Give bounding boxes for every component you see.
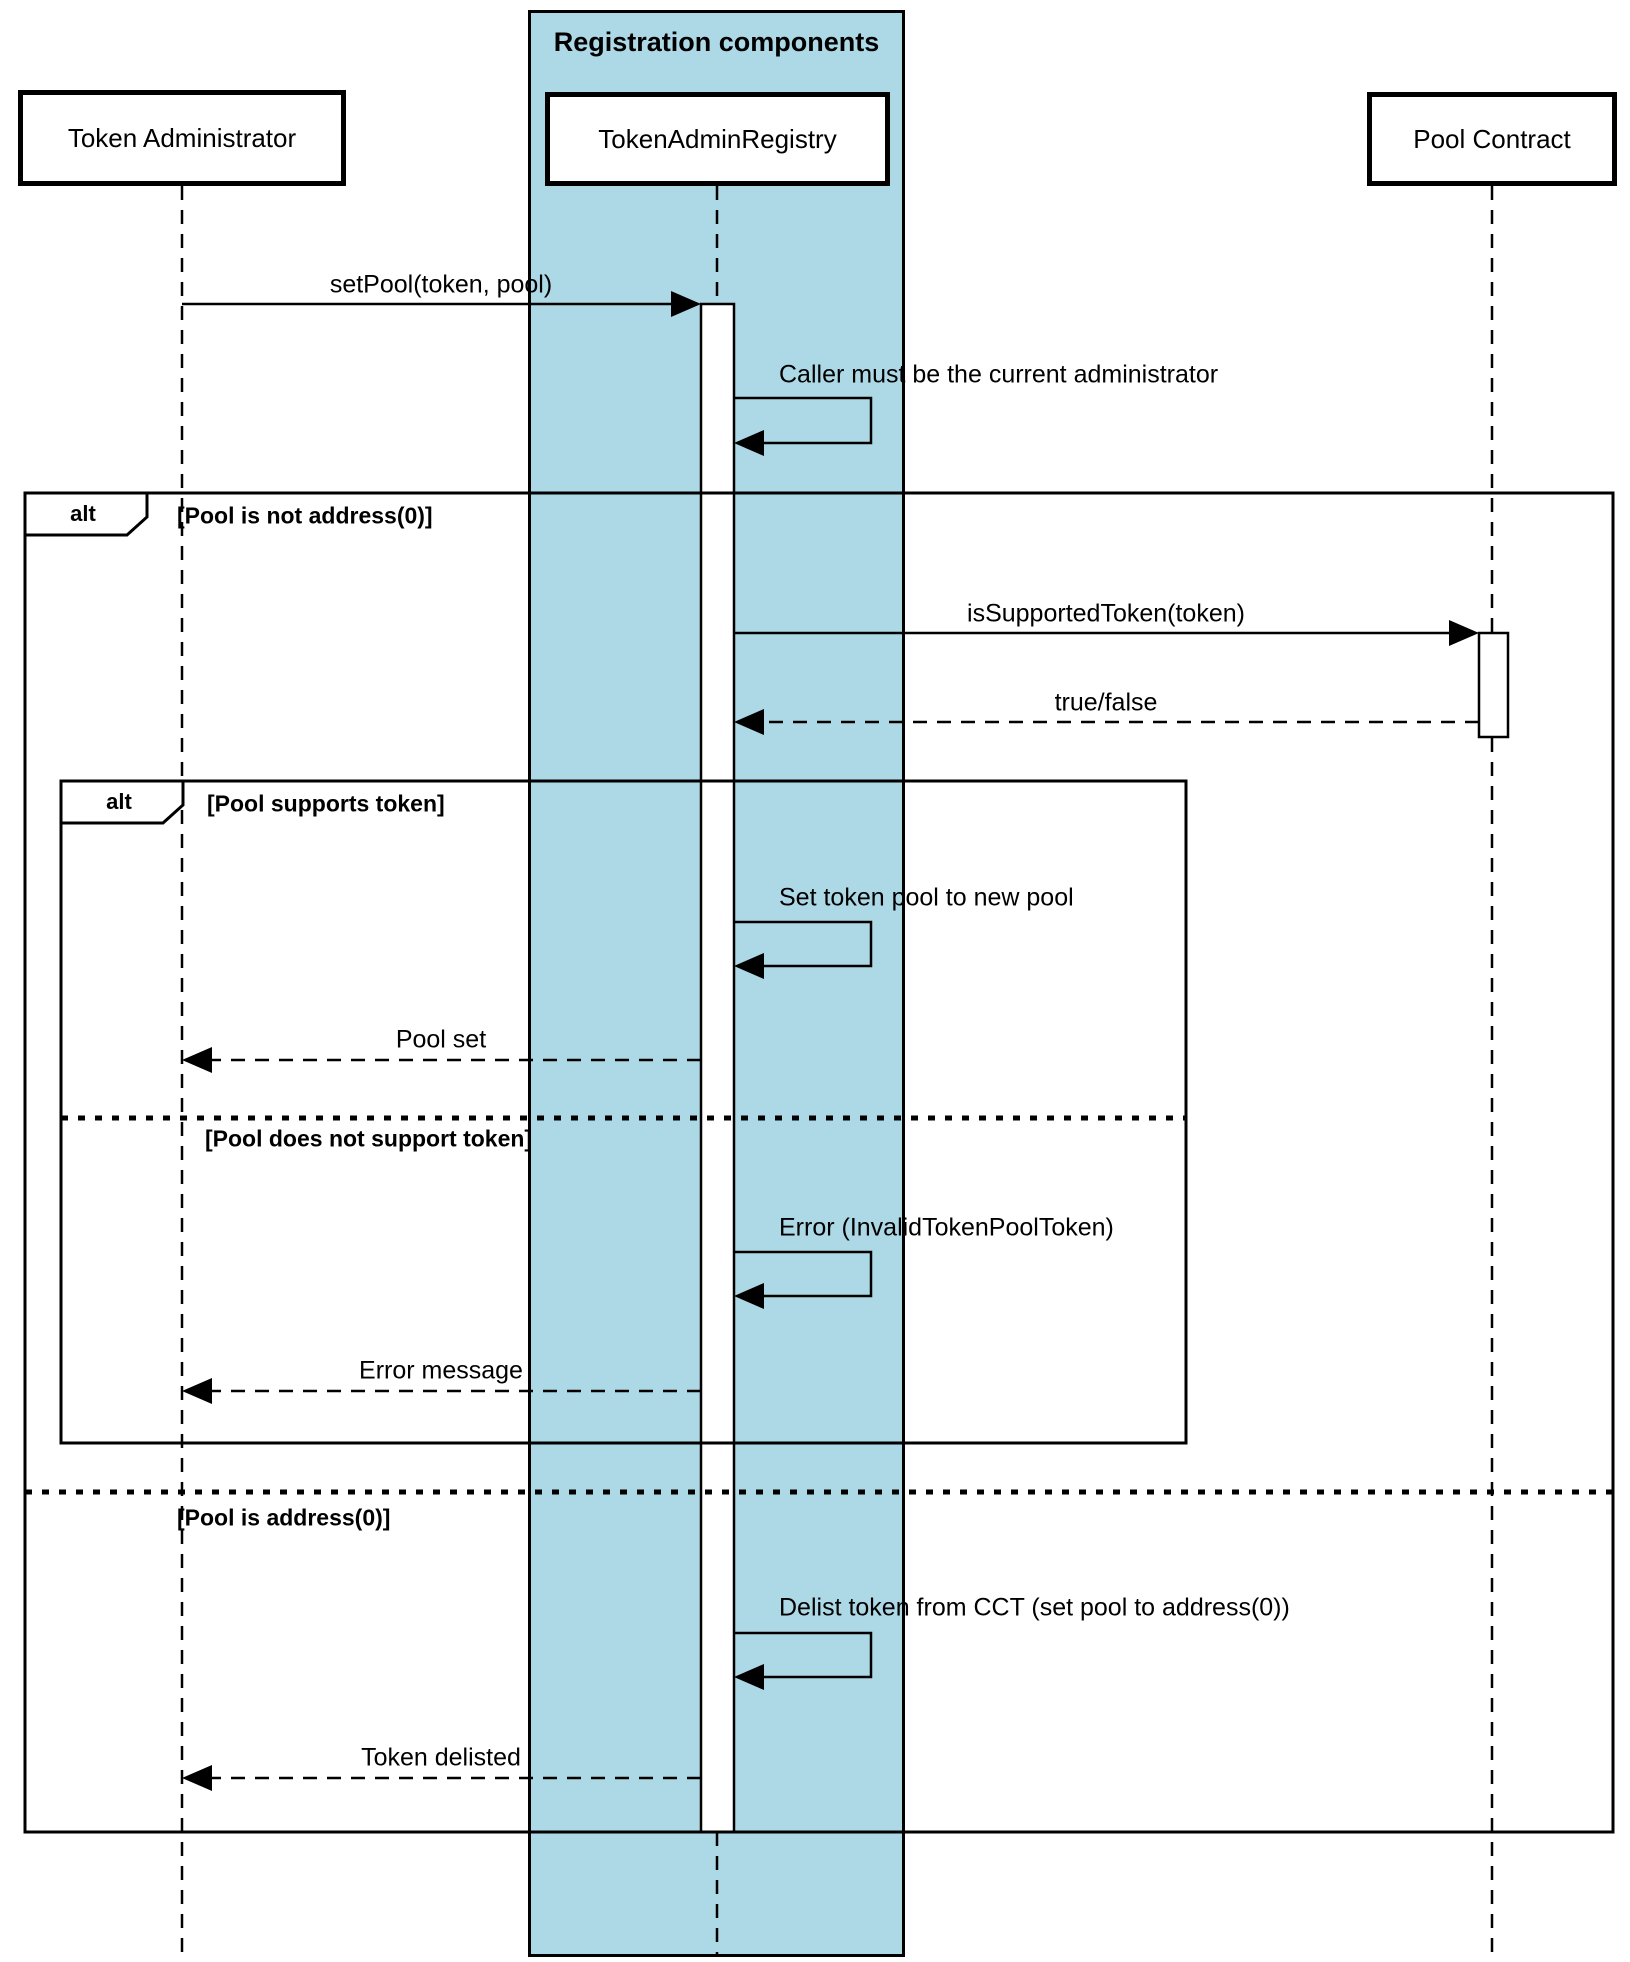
guard-pool-does-not-support-token: [Pool does not support token] [205, 1125, 533, 1152]
actor-token-admin-registry [545, 92, 890, 186]
message-label-true-false: true/false [1054, 688, 1158, 717]
message-label-error-invalid-token: Error (InvalidTokenPoolToken) [779, 1213, 1114, 1242]
arrowhead-set-pool [671, 291, 701, 317]
arrowhead-error-invalid-token [734, 1283, 764, 1309]
guard-pool-supports-token: [Pool supports token] [207, 790, 445, 817]
message-label-set-token-pool: Set token pool to new pool [779, 883, 1074, 912]
alt-operator-outer: alt [70, 501, 96, 526]
arrowhead-true-false [734, 709, 764, 735]
message-label-error-message: Error message [359, 1356, 523, 1385]
actor-token-administrator-label: Token Administrator [67, 122, 297, 153]
guard-pool-is-address0: [Pool is address(0)] [177, 1504, 391, 1531]
arrowhead-token-delisted [182, 1765, 212, 1791]
arrowhead-set-token-pool [734, 953, 764, 979]
arrowhead-error-message [182, 1378, 212, 1404]
actor-token-admin-registry-label: TokenAdminRegistry [598, 123, 837, 154]
alt-operator-inner: alt [106, 789, 132, 814]
actor-pool-contract [1367, 92, 1617, 186]
alt-fragment-inner [61, 781, 1186, 1443]
alt-fragment-outer [25, 493, 1613, 1832]
message-label-delist-token: Delist token from CCT (set pool to address(0)) [779, 1593, 1290, 1622]
activation-bar-token-admin-registry [701, 304, 734, 1832]
message-label-caller-check: Caller must be the current administrator [779, 360, 1219, 389]
message-label-pool-set: Pool set [395, 1025, 487, 1054]
message-label-token-delisted: Token delisted [361, 1743, 521, 1772]
arrowhead-is-supported-token [1449, 620, 1479, 646]
guard-pool-not-address0: [Pool is not address(0)] [177, 502, 433, 529]
activation-bar-pool-contract [1479, 633, 1508, 737]
arrowhead-delist-token [734, 1664, 764, 1690]
message-label-set-pool: setPool(token, pool) [329, 270, 553, 299]
arrowhead-pool-set [182, 1047, 212, 1073]
actor-token-administrator [18, 90, 346, 186]
actor-pool-contract-label: Pool Contract [1413, 123, 1571, 154]
frame-title: Registration components [553, 27, 880, 57]
arrowhead-caller-check [734, 430, 764, 456]
message-label-is-supported-token: isSupportedToken(token) [967, 599, 1245, 628]
